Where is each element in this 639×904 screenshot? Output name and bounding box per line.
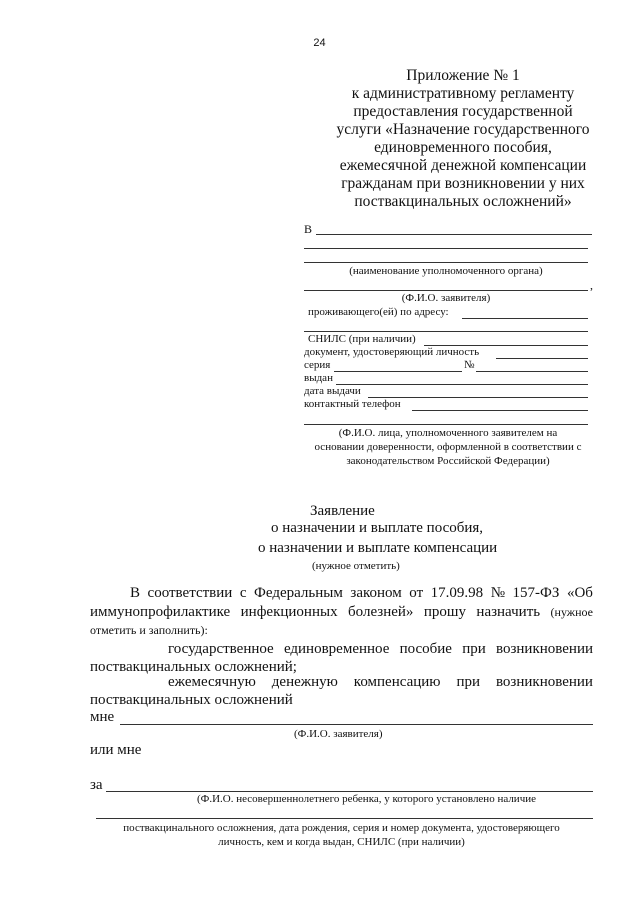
child-details-line[interactable] — [96, 818, 593, 819]
number-line[interactable] — [476, 371, 588, 372]
appendix-line: единовременного пособия, — [374, 139, 552, 156]
proxy-caption-line: основании доверенности, оформленной в соответствии с — [314, 441, 582, 453]
authority-field-line[interactable] — [304, 262, 588, 263]
word: ежемесячную — [168, 674, 256, 690]
body-line-3: отметить и заполнить): — [90, 623, 208, 637]
issue-date-label: дата выдачи — [304, 385, 361, 397]
applicant-name-caption: (Ф.И.О. заявителя) — [401, 292, 491, 304]
child-caption: (Ф.И.О. несовершеннолетнего ребенка, у которого установлено наличие — [197, 793, 536, 805]
appendix-header — [290, 67, 636, 211]
series-line[interactable] — [334, 371, 462, 372]
details-caption-line: личность, кем и когда выдан, СНИЛС (при наличии) — [218, 836, 465, 848]
id-document-line[interactable] — [496, 358, 588, 359]
word: единовременное — [283, 641, 390, 657]
proxy-name-line[interactable] — [304, 424, 588, 425]
me-label: мне — [90, 709, 115, 725]
word: Федеральным — [254, 585, 343, 601]
word: компенсацию — [353, 674, 441, 690]
appendix-line: к административному регламенту — [351, 85, 575, 102]
word: возникновении — [495, 674, 593, 690]
details-caption — [90, 821, 593, 849]
word: инфекционных — [240, 604, 338, 620]
word: от — [409, 585, 424, 601]
phone-line[interactable] — [412, 410, 588, 411]
word: № — [490, 585, 506, 601]
fill-note: (нужное — [550, 605, 593, 619]
issued-line[interactable] — [336, 384, 588, 385]
word: назначить — [476, 604, 541, 620]
phone-label: контактный телефон — [304, 398, 401, 410]
word: денежную — [271, 674, 338, 690]
word: соответствии — [147, 585, 233, 601]
address-line[interactable] — [304, 331, 588, 332]
option-monthly-cont: поствакцинальных осложнений — [90, 692, 293, 708]
word: 17.09.98 — [430, 585, 484, 601]
statement-title: Заявление — [310, 503, 375, 519]
appendix-line: предоставления государственной — [353, 103, 573, 120]
authority-caption: (наименование уполномоченного органа) — [349, 265, 543, 277]
series-label: серия — [304, 359, 331, 371]
me-name-line[interactable] — [120, 724, 593, 725]
comma: , — [590, 278, 593, 292]
appendix-line: поствакцинальных осложнений» — [354, 193, 572, 210]
issued-label: выдан — [304, 372, 333, 384]
proxy-caption-line: (Ф.И.О. лица, уполномоченного заявителем на — [338, 427, 558, 439]
proxy-caption-line: законодательством Российской Федерации) — [346, 455, 550, 467]
child-name-line[interactable] — [106, 791, 593, 792]
details-caption-line: поствакцинального осложнения, дата рождения, серия и номер документа, удостоверяющего — [123, 822, 560, 834]
authority-field-line[interactable] — [304, 248, 588, 249]
id-document-label: документ, удостоверяющий личность — [304, 346, 480, 358]
number-label: № — [464, 359, 475, 371]
word: при — [456, 674, 481, 690]
option-benefit: о назначении и выплате пособия, — [271, 520, 484, 536]
or-me-label: или мне — [90, 742, 142, 758]
word: болезней» — [348, 604, 414, 620]
body-line-1 — [130, 585, 593, 602]
applicant-name-line[interactable] — [304, 290, 588, 291]
word: при — [462, 641, 486, 657]
mark-needed-note: (нужное отметить) — [312, 560, 400, 572]
proxy-caption — [300, 426, 596, 468]
option-monthly — [168, 674, 593, 691]
word: государственное — [168, 641, 274, 657]
word: В — [130, 585, 141, 601]
word: пособие — [399, 641, 452, 657]
residing-label: проживающего(ей) по адресу: — [308, 306, 449, 318]
word: законом — [350, 585, 402, 601]
option-lump-sum — [168, 641, 593, 658]
word: с — [239, 585, 247, 601]
word: иммунопрофилактике — [90, 604, 231, 620]
appendix-line: гражданам при возникновении у них — [341, 175, 585, 192]
page-number: 24 — [313, 37, 326, 49]
option-lump-sum-cont: поствакцинальных осложнений; — [90, 659, 297, 675]
me-caption: (Ф.И.О. заявителя) — [294, 728, 383, 740]
word: прошу — [423, 604, 466, 620]
word: 157-ФЗ — [512, 585, 560, 601]
appendix-line: услуги «Назначение государственного — [336, 121, 590, 138]
for-label: за — [90, 777, 103, 793]
address-line[interactable] — [462, 318, 588, 319]
body-line-2 — [90, 604, 593, 621]
option-compensation: о назначении и выплате компенсации — [258, 540, 498, 556]
issue-date-line[interactable] — [368, 397, 588, 398]
snils-label: СНИЛС (при наличии) — [308, 333, 416, 345]
appendix-line: Приложение № 1 — [406, 67, 520, 84]
word: возникновении — [495, 641, 593, 657]
word: «Об — [566, 585, 593, 601]
authority-field-line[interactable] — [316, 234, 592, 235]
appendix-line: ежемесячной денежной компенсации — [339, 157, 587, 174]
to-prefix: В — [304, 222, 313, 236]
